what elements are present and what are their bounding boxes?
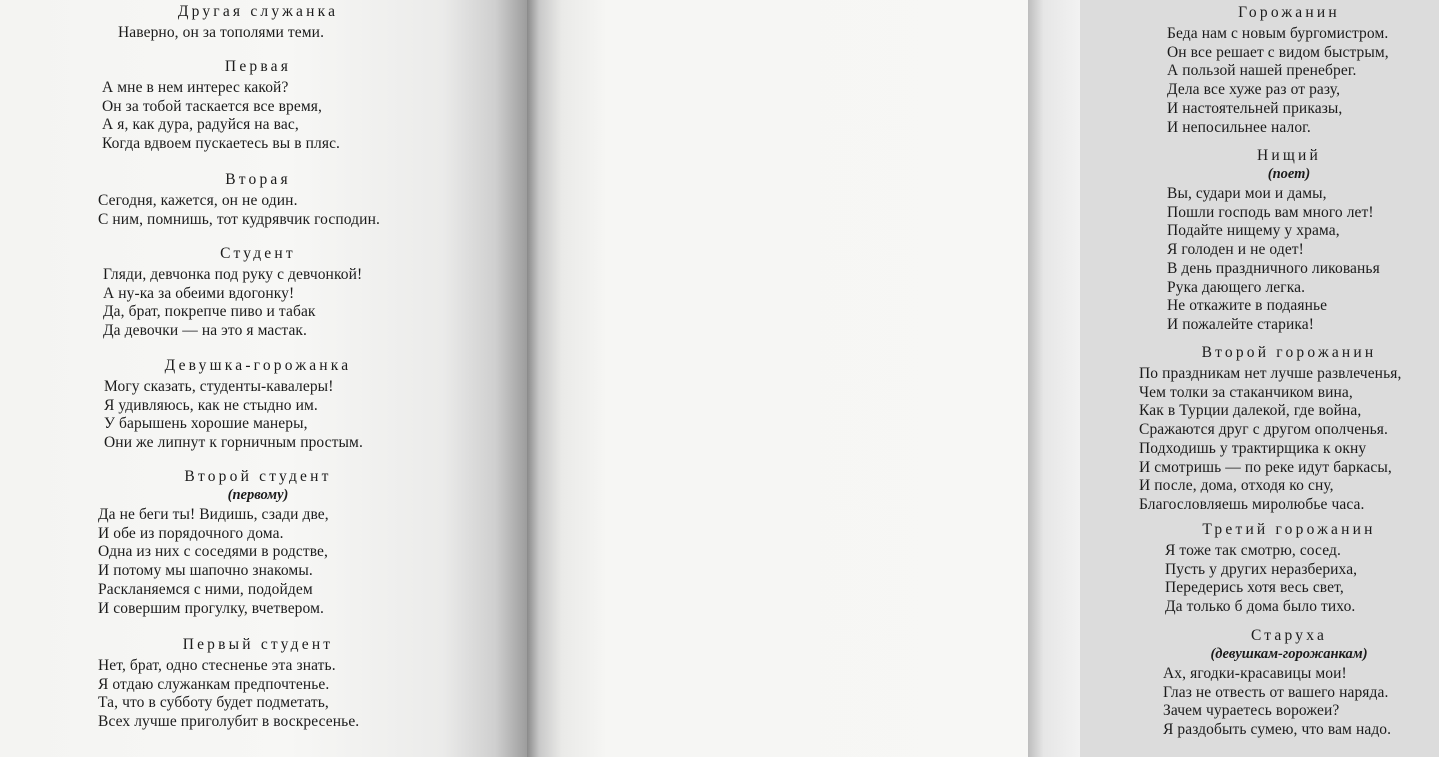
speech-block: [1139, 343, 1439, 525]
verse-line: Они же липнут к горничным простым.: [104, 434, 363, 452]
stage-direction: (первому): [227, 487, 289, 503]
verse-line: Когда вдвоем пускаетесь вы в пляс.: [102, 135, 341, 153]
verse-line: И после, дома, отходя ко сну,: [1139, 477, 1334, 495]
verse-line: Чем толки за стаканчиком вина,: [1139, 383, 1353, 401]
speech-block: [98, 635, 418, 742]
verse-line: А я, как дура, радуйся на вас,: [102, 116, 299, 134]
verse-line: Всех лучше приголубит в воскресенье.: [98, 713, 360, 731]
verse-line: По праздникам нет лучше развлеченья,: [1139, 365, 1402, 382]
verse-line: Я удивляюсь, как не стыдно им.: [104, 396, 318, 414]
speaker-name: Третий горожанин: [1202, 521, 1376, 538]
verse-line: Глаз не отвесть от вашего наряда.: [1163, 683, 1389, 701]
speaker-name: Горожанин: [1238, 4, 1340, 21]
verse-line: Благословляешь миролюбье часа.: [1139, 495, 1365, 513]
verse-line: Я раздобыть сумею, что вам надо.: [1163, 721, 1392, 739]
speech-block: [1139, 626, 1439, 750]
verse-lines: [118, 24, 418, 43]
verse-line: И смотришь — по реке идут баркасы,: [1139, 458, 1392, 476]
verse-line: И настоятельней приказы,: [1167, 99, 1343, 117]
speaker-name: Второй студент: [184, 468, 332, 485]
verse-lines: [102, 79, 418, 154]
verse-line: Пошли господь вам много лет!: [1167, 203, 1374, 221]
speaker-name: Второй горожанин: [1201, 344, 1377, 361]
verse-line: Да, брат, покрепче пиво и табак: [103, 303, 316, 321]
verse-lines: [98, 192, 418, 229]
verse-line: Одна из них с соседями в родстве,: [98, 543, 329, 561]
verse-line: Та, что в субботу будет подметать,: [98, 694, 329, 712]
verse-line: Да только б дома было тихо.: [1165, 598, 1356, 616]
verse-line: Рука дающего легка.: [1167, 278, 1306, 296]
speech-block: [1139, 146, 1439, 345]
speaker-name: Первый студент: [182, 636, 334, 653]
verse-lines: [98, 506, 418, 618]
verse-line: Как в Турции далекой, где война,: [1139, 402, 1362, 420]
verse-lines: [104, 378, 418, 453]
verse-line: Дела все хуже раз от разу,: [1167, 81, 1341, 99]
verse-line: Сражаются друг с другом ополченья.: [1139, 421, 1389, 439]
verse-line: Могу сказать, студенты-кавалеры!: [104, 378, 334, 395]
verse-line: А мне в нем интерес какой?: [102, 79, 289, 96]
verse-line: А ну-ка за обеими вдогонку!: [103, 284, 295, 302]
verse-line: Ах, ягодки-красавицы мои!: [1163, 665, 1347, 682]
speaker-name: Вторая: [225, 171, 291, 188]
speech-block: [1139, 3, 1439, 147]
verse-line: С ним, помнишь, тот кудрявчик господин.: [98, 210, 380, 228]
verse-line: Сегодня, кажется, он не один.: [98, 192, 298, 209]
speech-block: [98, 2, 418, 53]
verse-line: И пожалейте старика!: [1167, 315, 1314, 333]
verse-line: Пусть у других неразбериха,: [1165, 560, 1358, 578]
verse-line: Он все решает с видом быстрым,: [1167, 43, 1389, 61]
speaker-name: Нищий: [1256, 147, 1321, 164]
speaker-name: Старуха: [1250, 627, 1328, 644]
verse-line: Беда нам с новым бургомистром.: [1167, 25, 1389, 42]
verse-line: Передерись хотя весь свет,: [1165, 579, 1344, 597]
verse-line: У барышень хорошие манеры,: [104, 415, 308, 433]
speech-block: [98, 467, 418, 628]
speech-block: [98, 356, 418, 463]
verse-lines: [1167, 185, 1439, 335]
verse-line: Гляди, девчонка под руку с девчонкой!: [103, 266, 363, 283]
verse-line: И потому мы шапочно знакомы.: [98, 562, 313, 580]
page-edge: [1028, 0, 1080, 757]
verse-line: Подайте нищему у храма,: [1167, 222, 1340, 240]
speaker-name: Другая служанка: [177, 3, 339, 20]
verse-line: Да не беги ты! Видишь, сзади две,: [98, 506, 329, 523]
verse-line: И непосильнее налог.: [1167, 118, 1311, 136]
verse-line: Не откажите в подаянье: [1167, 297, 1328, 315]
verse-line: И обе из порядочного дома.: [98, 524, 284, 542]
speaker-name: Первая: [224, 58, 292, 75]
verse-line: Я отдаю служанкам предпочтенье.: [98, 675, 330, 693]
verse-lines: [98, 657, 418, 732]
right-page: [527, 0, 1402, 757]
verse-line: Подходишь у трактирщика к окну: [1139, 439, 1367, 457]
verse-line: Я голоден и не одет!: [1167, 241, 1304, 259]
speech-block: [1139, 520, 1439, 627]
verse-line: Зачем чураетесь ворожеи?: [1163, 702, 1340, 720]
verse-lines: [1167, 25, 1439, 137]
speech-block: [98, 170, 418, 239]
left-page: [0, 0, 527, 757]
verse-lines: [1163, 665, 1439, 740]
stage-direction: (поет): [1267, 166, 1311, 182]
verse-line: Вы, судари мои и дамы,: [1167, 185, 1327, 202]
verse-line: Наверно, он за тополями теми.: [118, 24, 325, 41]
verse-lines: [1165, 542, 1439, 617]
verse-line: В день праздничного ликованья: [1167, 259, 1380, 277]
verse-line: Я тоже так смотрю, сосед.: [1165, 542, 1341, 559]
verse-line: Да девочки — на это я мастак.: [103, 322, 308, 340]
verse-line: И совершим прогулку, вчетвером.: [98, 599, 324, 617]
speaker-name: Девушка-горожанка: [164, 357, 352, 374]
verse-line: Нет, брат, одно стесненье эта знать.: [98, 657, 336, 674]
verse-line: Он за тобой таскается все время,: [102, 97, 323, 115]
verse-lines: [1139, 365, 1439, 515]
stage-direction: (девушкам-горожанкам): [1210, 646, 1368, 662]
verse-lines: [103, 266, 418, 341]
verse-line: А пользой нашей пренебрег.: [1167, 62, 1357, 80]
speech-block: [98, 57, 418, 164]
verse-line: Раскланяемся с ними, подойдем: [98, 580, 313, 598]
speaker-name: Студент: [220, 245, 296, 262]
speech-block: [98, 244, 418, 351]
